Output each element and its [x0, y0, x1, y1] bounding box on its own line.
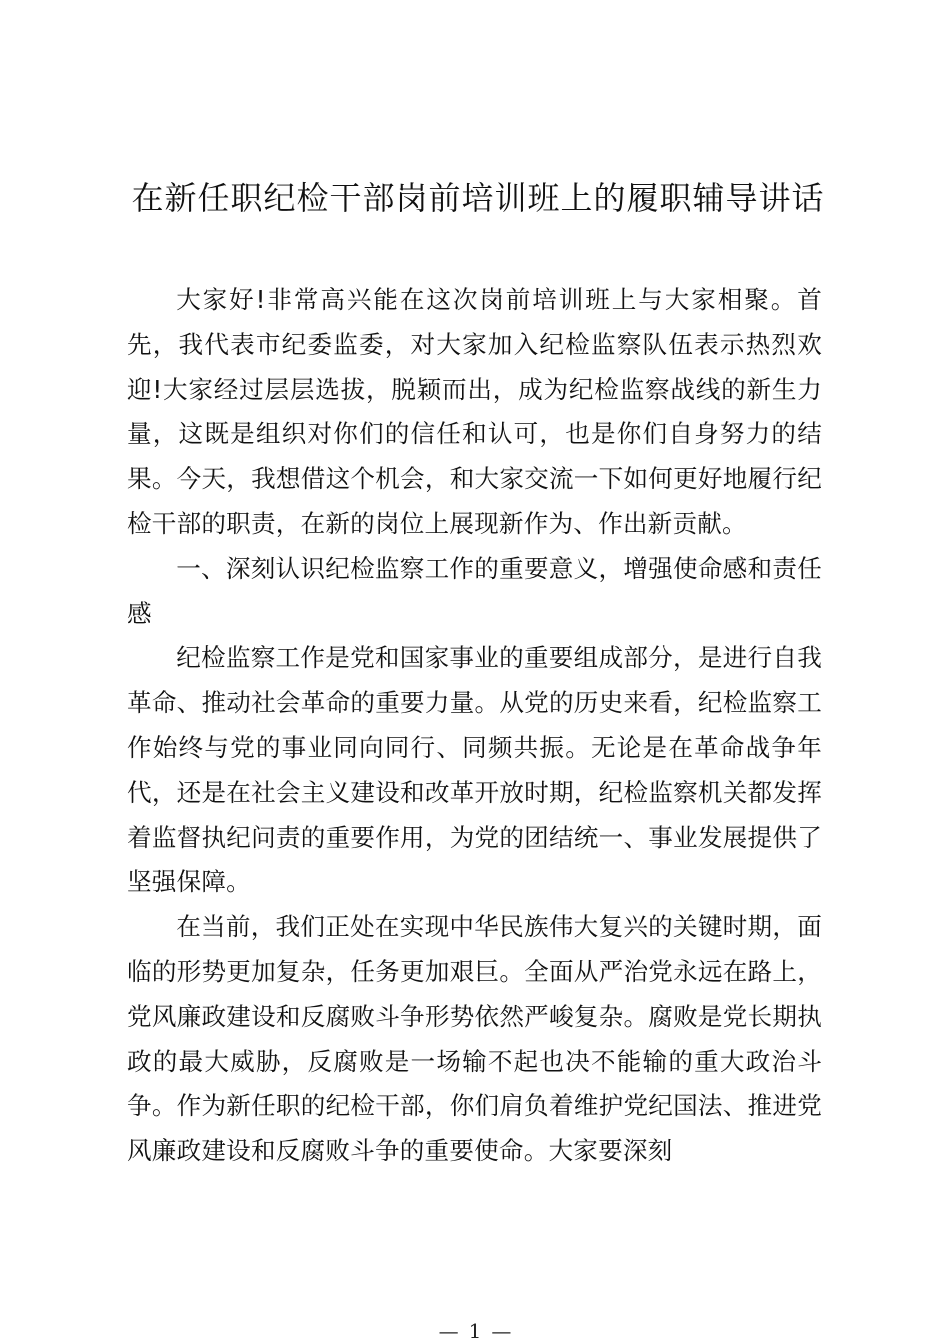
- page-number: 1: [468, 1319, 482, 1343]
- section-heading-one: 一、深刻认识纪检监察工作的重要意义，增强使命感和责任感: [127, 553, 822, 628]
- paragraph-current-situation: 在当前，我们正处在实现中华民族伟大复兴的关键时期，面临的形势更加复杂，任务更加艰巨。全面从严治党永远在路上，党风廉政建设和反腐败斗争形势依然严峻复杂。腐败是党长期执政的最大威胁，反腐败是一场输不起也决不能输的重大政治斗争。作为新任职的纪检干部，你们肩负着维护党纪国法、推进党风廉政建设和反腐败斗争的重要使命。大家要深刻: [127, 912, 822, 1166]
- document-title: 在新任职纪检干部岗前培训班上的履职辅导讲话: [131, 179, 825, 217]
- document-body: [127, 278, 822, 1174]
- page-footer: [0, 1318, 950, 1344]
- footer-dash-right: —: [491, 1319, 512, 1343]
- footer-dash-left: —: [438, 1319, 459, 1343]
- paragraph-intro: 大家好!非常高兴能在这次岗前培训班上与大家相聚。首先，我代表市纪委监委，对大家加入纪检监察队伍表示热烈欢迎!大家经过层层选拔，脱颖而出，成为纪检监察战线的新生力量，这既是组织对你们的信任和认可，也是你们自身努力的结果。今天，我想借这个机会，和大家交流一下如何更好地履行纪检干部的职责，在新的岗位上展现新作为、作出新贡献。: [127, 285, 822, 538]
- paragraph-significance: 纪检监察工作是党和国家事业的重要组成部分，是进行自我革命、推动社会革命的重要力量。从党的历史来看，纪检监察工作始终与党的事业同向同行、同频共振。无论是在革命战争年代，还是在社会主义建设和改革开放时期，纪检监察机关都发挥着监督执纪问责的重要作用，为党的团结统一、事业发展提供了坚强保障。: [127, 643, 822, 897]
